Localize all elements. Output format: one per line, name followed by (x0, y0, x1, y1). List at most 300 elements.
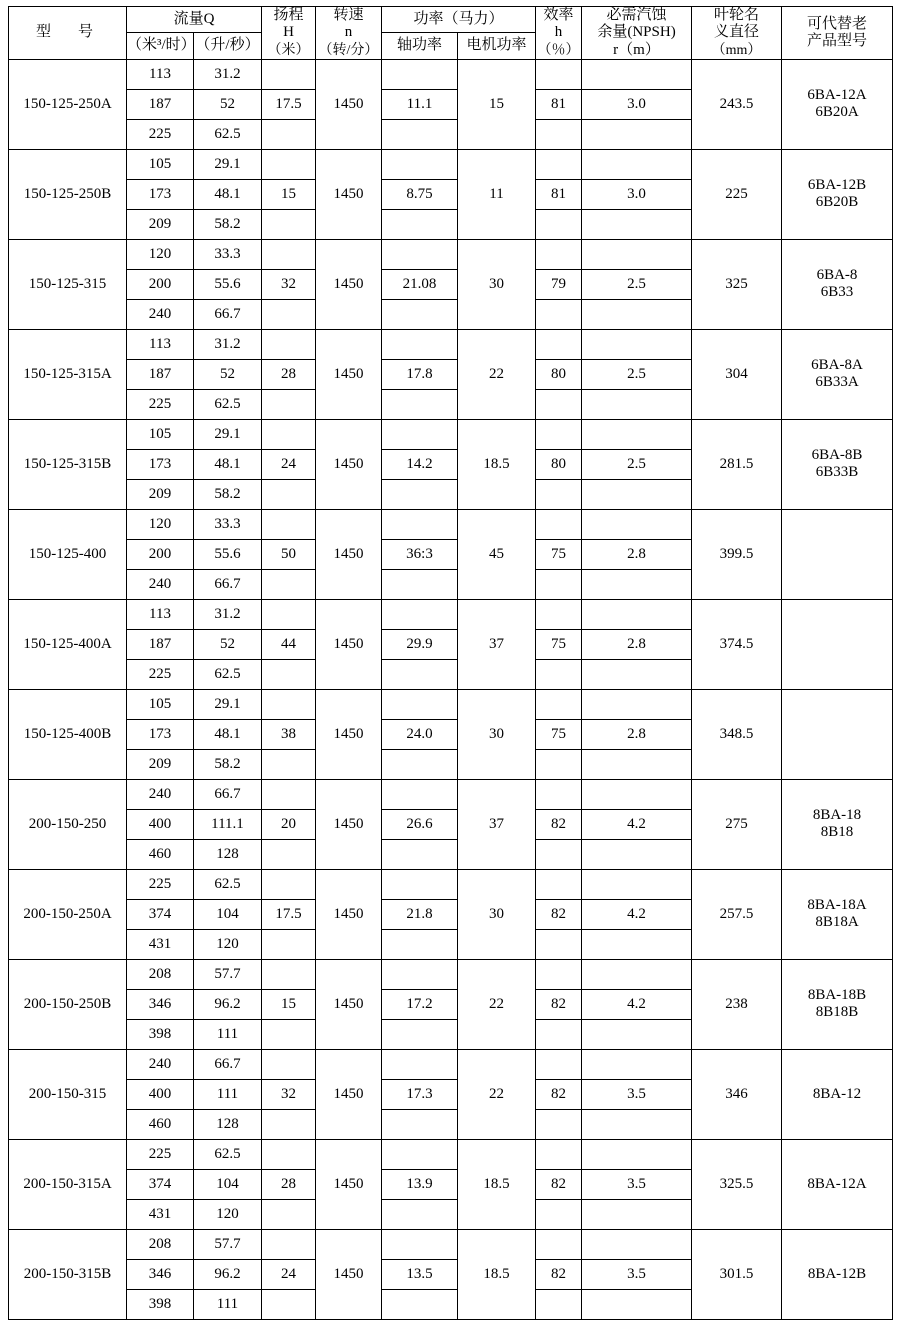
cell-efficiency-empty (536, 1019, 582, 1049)
cell-flow-m3h: 346 (127, 989, 194, 1019)
cell-efficiency-empty (536, 869, 582, 899)
cell-flow-m3h: 209 (127, 209, 194, 239)
table-row (9, 1229, 893, 1259)
cell-flow-ls: 58.2 (194, 479, 262, 509)
cell-npsh: 2.5 (582, 359, 692, 389)
cell-npsh-empty (582, 1019, 692, 1049)
cell-flow-ls: 48.1 (194, 449, 262, 479)
cell-head: 32 (262, 1079, 316, 1109)
cell-head-empty (262, 959, 316, 989)
cell-flow-ls: 57.7 (194, 1229, 262, 1259)
cell-shaft-power: 13.9 (382, 1169, 458, 1199)
cell-head-empty (262, 689, 316, 719)
cell-flow-m3h: 240 (127, 569, 194, 599)
cell-efficiency: 81 (536, 179, 582, 209)
cell-flow-ls: 120 (194, 929, 262, 959)
cell-efficiency: 82 (536, 899, 582, 929)
old-model-line-1: 6BA-8 (816, 267, 858, 283)
cell-shaft-power: 17.2 (382, 989, 458, 1019)
cell-impeller-diameter: 346 (692, 1049, 782, 1139)
header-power: 功率（马力） (382, 7, 536, 33)
cell-efficiency-empty (536, 59, 582, 89)
cell-old-model (782, 599, 893, 689)
old-model-line-2: 8B18A (815, 914, 859, 931)
cell-efficiency-empty (536, 1109, 582, 1139)
table-row (9, 959, 893, 989)
old-model-line-2: 6B33A (815, 374, 859, 391)
cell-flow-ls: 52 (194, 89, 262, 119)
cell-head-empty (262, 509, 316, 539)
cell-head-empty (262, 419, 316, 449)
table-row (9, 509, 893, 539)
cell-flow-m3h: 346 (127, 1259, 194, 1289)
cell-shaft-power-empty (382, 419, 458, 449)
cell-impeller-diameter: 325.5 (692, 1139, 782, 1229)
header-head (262, 7, 316, 60)
cell-flow-ls: 58.2 (194, 209, 262, 239)
old-model-line-2: 8B18B (815, 1004, 859, 1021)
cell-speed: 1450 (316, 509, 382, 599)
cell-impeller-diameter: 399.5 (692, 509, 782, 599)
cell-head-empty (262, 1289, 316, 1319)
cell-efficiency-empty (536, 119, 582, 149)
table-row (9, 869, 893, 899)
cell-old-model (782, 959, 893, 1049)
cell-shaft-power-empty (382, 299, 458, 329)
cell-speed: 1450 (316, 1139, 382, 1229)
cell-npsh: 3.0 (582, 179, 692, 209)
cell-shaft-power-empty (382, 239, 458, 269)
cell-flow-ls: 58.2 (194, 749, 262, 779)
cell-head: 44 (262, 629, 316, 659)
cell-old-model (782, 1229, 893, 1319)
cell-npsh-empty (582, 419, 692, 449)
cell-shaft-power: 21.08 (382, 269, 458, 299)
cell-shaft-power-empty (382, 1199, 458, 1229)
cell-head-empty (262, 119, 316, 149)
header-speed (316, 7, 382, 60)
cell-shaft-power: 24.0 (382, 719, 458, 749)
old-model-line-1: 8BA-18 (812, 807, 862, 823)
cell-flow-m3h: 105 (127, 149, 194, 179)
cell-shaft-power: 26.6 (382, 809, 458, 839)
cell-flow-ls: 29.1 (194, 149, 262, 179)
old-model-line-1: 8BA-18B (807, 987, 867, 1003)
cell-motor-power: 18.5 (458, 1139, 536, 1229)
header-efficiency-line3: （％） (537, 42, 580, 58)
cell-impeller-diameter: 281.5 (692, 419, 782, 509)
cell-motor-power: 37 (458, 779, 536, 869)
cell-npsh-empty (582, 1289, 692, 1319)
cell-shaft-power: 21.8 (382, 899, 458, 929)
cell-shaft-power: 17.3 (382, 1079, 458, 1109)
header-speed-line2: n (344, 24, 353, 41)
cell-flow-ls: 96.2 (194, 989, 262, 1019)
cell-flow-ls: 62.5 (194, 869, 262, 899)
cell-flow-m3h: 209 (127, 749, 194, 779)
cell-efficiency-empty (536, 839, 582, 869)
cell-model: 200-150-315B (9, 1229, 127, 1319)
cell-flow-ls: 52 (194, 629, 262, 659)
cell-head-empty (262, 659, 316, 689)
cell-head-empty (262, 149, 316, 179)
cell-flow-ls: 111 (194, 1019, 262, 1049)
cell-efficiency-empty (536, 209, 582, 239)
cell-npsh-empty (582, 599, 692, 629)
cell-shaft-power: 36:3 (382, 539, 458, 569)
cell-flow-ls: 104 (194, 1169, 262, 1199)
cell-impeller-diameter: 225 (692, 149, 782, 239)
cell-flow-m3h: 398 (127, 1289, 194, 1319)
cell-npsh-empty (582, 479, 692, 509)
cell-head: 38 (262, 719, 316, 749)
cell-head-empty (262, 839, 316, 869)
cell-flow-ls: 48.1 (194, 179, 262, 209)
cell-motor-power: 18.5 (458, 419, 536, 509)
cell-shaft-power: 29.9 (382, 629, 458, 659)
cell-head-empty (262, 929, 316, 959)
cell-shaft-power-empty (382, 659, 458, 689)
cell-motor-power: 15 (458, 59, 536, 149)
cell-head: 28 (262, 1169, 316, 1199)
cell-efficiency-empty (536, 659, 582, 689)
cell-shaft-power-empty (382, 1289, 458, 1319)
cell-shaft-power-empty (382, 599, 458, 629)
cell-head-empty (262, 239, 316, 269)
cell-npsh-empty (582, 959, 692, 989)
cell-shaft-power-empty (382, 749, 458, 779)
cell-efficiency: 82 (536, 989, 582, 1019)
cell-flow-m3h: 209 (127, 479, 194, 509)
old-model-line-1: 6BA-12A (807, 87, 867, 103)
cell-shaft-power-empty (382, 1139, 458, 1169)
cell-head-empty (262, 299, 316, 329)
old-model-line-2: 8B18 (820, 824, 854, 841)
cell-shaft-power-empty (382, 209, 458, 239)
table-row (9, 329, 893, 359)
cell-efficiency: 82 (536, 1259, 582, 1289)
cell-head-empty (262, 209, 316, 239)
cell-shaft-power-empty (382, 1229, 458, 1259)
old-model-line-2: 6B20B (815, 194, 859, 211)
cell-npsh-empty (582, 1199, 692, 1229)
cell-npsh-empty (582, 659, 692, 689)
cell-flow-m3h: 105 (127, 419, 194, 449)
cell-shaft-power-empty (382, 779, 458, 809)
cell-npsh-empty (582, 1049, 692, 1079)
cell-speed: 1450 (316, 779, 382, 869)
cell-npsh: 3.5 (582, 1259, 692, 1289)
cell-flow-m3h: 225 (127, 389, 194, 419)
cell-motor-power: 22 (458, 959, 536, 1049)
old-model-line-2: 6B33 (820, 284, 854, 301)
cell-flow-m3h: 460 (127, 839, 194, 869)
cell-flow-m3h: 173 (127, 719, 194, 749)
cell-efficiency-empty (536, 959, 582, 989)
cell-head: 15 (262, 179, 316, 209)
cell-flow-m3h: 225 (127, 1139, 194, 1169)
cell-old-model (782, 1049, 893, 1139)
cell-npsh: 2.5 (582, 269, 692, 299)
old-model-line-1: 8BA-12A (807, 1175, 867, 1192)
header-efficiency-line1: 效率 (543, 7, 574, 23)
cell-efficiency: 81 (536, 89, 582, 119)
cell-npsh-empty (582, 929, 692, 959)
cell-motor-power: 37 (458, 599, 536, 689)
old-model-line-1: 8BA-18A (807, 897, 867, 913)
cell-npsh-empty (582, 839, 692, 869)
cell-npsh: 4.2 (582, 809, 692, 839)
cell-shaft-power-empty (382, 1109, 458, 1139)
header-speed-line1: 转速 (333, 7, 364, 23)
cell-flow-ls: 66.7 (194, 299, 262, 329)
cell-shaft-power: 13.5 (382, 1259, 458, 1289)
cell-efficiency-empty (536, 1199, 582, 1229)
header-head-line1: 扬程 (273, 7, 304, 23)
header-npsh-line3: r（m） (613, 41, 660, 58)
cell-head: 15 (262, 989, 316, 1019)
cell-flow-ls: 62.5 (194, 389, 262, 419)
cell-npsh-empty (582, 509, 692, 539)
cell-efficiency-empty (536, 1229, 582, 1259)
cell-head-empty (262, 1049, 316, 1079)
cell-head-empty (262, 1019, 316, 1049)
cell-head-empty (262, 1139, 316, 1169)
cell-old-model (782, 509, 893, 599)
cell-efficiency-empty (536, 749, 582, 779)
cell-old-model (782, 1139, 893, 1229)
cell-flow-m3h: 113 (127, 599, 194, 629)
cell-npsh-empty (582, 209, 692, 239)
header-npsh (582, 7, 692, 60)
table-row (9, 779, 893, 809)
cell-npsh: 3.5 (582, 1169, 692, 1199)
cell-impeller-diameter: 304 (692, 329, 782, 419)
cell-old-model (782, 869, 893, 959)
cell-shaft-power: 17.8 (382, 359, 458, 389)
cell-flow-m3h: 240 (127, 299, 194, 329)
cell-head: 20 (262, 809, 316, 839)
cell-model: 150-125-400 (9, 509, 127, 599)
cell-efficiency: 80 (536, 359, 582, 389)
cell-head-empty (262, 389, 316, 419)
cell-flow-ls: 31.2 (194, 59, 262, 89)
old-model-line-1: 6BA-8B (811, 447, 863, 463)
cell-speed: 1450 (316, 59, 382, 149)
cell-motor-power: 18.5 (458, 1229, 536, 1319)
cell-flow-ls: 62.5 (194, 1139, 262, 1169)
cell-old-model (782, 779, 893, 869)
cell-flow-ls: 120 (194, 1199, 262, 1229)
cell-flow-m3h: 240 (127, 1049, 194, 1079)
cell-shaft-power-empty (382, 959, 458, 989)
cell-shaft-power-empty (382, 59, 458, 89)
cell-npsh: 2.5 (582, 449, 692, 479)
cell-efficiency-empty (536, 689, 582, 719)
cell-efficiency: 82 (536, 809, 582, 839)
cell-flow-m3h: 187 (127, 629, 194, 659)
cell-shaft-power-empty (382, 1049, 458, 1079)
cell-flow-m3h: 120 (127, 509, 194, 539)
cell-shaft-power-empty (382, 689, 458, 719)
cell-model: 200-150-250B (9, 959, 127, 1049)
header-flow-unit-ls: （升/秒） (194, 33, 262, 59)
cell-speed: 1450 (316, 239, 382, 329)
cell-npsh-empty (582, 749, 692, 779)
cell-flow-m3h: 460 (127, 1109, 194, 1139)
cell-flow-ls: 128 (194, 839, 262, 869)
cell-old-model (782, 689, 893, 779)
old-model-line-1: 8BA-12B (807, 1265, 867, 1282)
cell-flow-m3h: 225 (127, 659, 194, 689)
cell-npsh-empty (582, 299, 692, 329)
cell-head-empty (262, 59, 316, 89)
cell-head: 17.5 (262, 89, 316, 119)
cell-shaft-power-empty (382, 479, 458, 509)
cell-flow-ls: 62.5 (194, 659, 262, 689)
cell-efficiency: 82 (536, 1169, 582, 1199)
header-head-line2: H (283, 24, 294, 41)
cell-flow-m3h: 187 (127, 89, 194, 119)
cell-npsh-empty (582, 1139, 692, 1169)
cell-flow-ls: 111 (194, 1289, 262, 1319)
cell-model: 150-125-250A (9, 59, 127, 149)
cell-efficiency-empty (536, 509, 582, 539)
cell-flow-ls: 52 (194, 359, 262, 389)
cell-model: 150-125-250B (9, 149, 127, 239)
cell-efficiency-empty (536, 329, 582, 359)
cell-head-empty (262, 1229, 316, 1259)
header-efficiency (536, 7, 582, 60)
old-model-line-1: 6BA-12B (807, 177, 867, 193)
cell-efficiency-empty (536, 239, 582, 269)
header-npsh-line1: 必需汽蚀 (606, 7, 667, 23)
cell-flow-m3h: 225 (127, 119, 194, 149)
cell-speed: 1450 (316, 149, 382, 239)
cell-efficiency-empty (536, 1049, 582, 1079)
cell-flow-m3h: 208 (127, 959, 194, 989)
cell-efficiency-empty (536, 569, 582, 599)
cell-flow-m3h: 173 (127, 449, 194, 479)
table-row (9, 599, 893, 629)
cell-flow-m3h: 400 (127, 809, 194, 839)
header-model: 型 号 (9, 7, 127, 60)
cell-impeller-diameter: 348.5 (692, 689, 782, 779)
cell-speed: 1450 (316, 689, 382, 779)
cell-shaft-power-empty (382, 1019, 458, 1049)
cell-motor-power: 30 (458, 689, 536, 779)
header-impeller-line2: 义直径 (714, 24, 760, 41)
cell-flow-m3h: 105 (127, 689, 194, 719)
cell-impeller-diameter: 275 (692, 779, 782, 869)
header-impeller-diameter (692, 7, 782, 60)
header-efficiency-line2: h (554, 24, 563, 41)
cell-head: 24 (262, 449, 316, 479)
cell-flow-ls: 96.2 (194, 1259, 262, 1289)
cell-flow-ls: 29.1 (194, 689, 262, 719)
cell-flow-ls: 29.1 (194, 419, 262, 449)
table-row (9, 59, 893, 89)
cell-efficiency: 79 (536, 269, 582, 299)
cell-flow-m3h: 374 (127, 899, 194, 929)
cell-old-model (782, 239, 893, 329)
cell-motor-power: 30 (458, 869, 536, 959)
cell-flow-m3h: 374 (127, 1169, 194, 1199)
cell-model: 150-125-315B (9, 419, 127, 509)
table-row (9, 239, 893, 269)
header-motor-power: 电机功率 (458, 33, 536, 59)
cell-npsh: 2.8 (582, 539, 692, 569)
cell-npsh: 3.5 (582, 1079, 692, 1109)
cell-head-empty (262, 1109, 316, 1139)
cell-motor-power: 22 (458, 1049, 536, 1139)
cell-flow-m3h: 113 (127, 329, 194, 359)
cell-npsh-empty (582, 149, 692, 179)
cell-old-model (782, 329, 893, 419)
cell-speed: 1450 (316, 959, 382, 1049)
table-row (9, 689, 893, 719)
cell-flow-m3h: 113 (127, 59, 194, 89)
cell-efficiency: 75 (536, 629, 582, 659)
cell-shaft-power: 11.1 (382, 89, 458, 119)
cell-npsh-empty (582, 869, 692, 899)
cell-flow-ls: 31.2 (194, 329, 262, 359)
header-old-model (782, 7, 893, 60)
cell-npsh: 2.8 (582, 629, 692, 659)
cell-efficiency: 80 (536, 449, 582, 479)
cell-flow-ls: 62.5 (194, 119, 262, 149)
cell-npsh-empty (582, 1109, 692, 1139)
cell-shaft-power-empty (382, 839, 458, 869)
cell-model: 150-125-315A (9, 329, 127, 419)
cell-head-empty (262, 1199, 316, 1229)
cell-flow-m3h: 400 (127, 1079, 194, 1109)
cell-flow-ls: 104 (194, 899, 262, 929)
cell-shaft-power: 8.75 (382, 179, 458, 209)
cell-head-empty (262, 599, 316, 629)
cell-head-empty (262, 779, 316, 809)
cell-efficiency-empty (536, 479, 582, 509)
cell-shaft-power-empty (382, 389, 458, 419)
cell-impeller-diameter: 238 (692, 959, 782, 1049)
cell-npsh-empty (582, 689, 692, 719)
cell-npsh-empty (582, 389, 692, 419)
cell-speed: 1450 (316, 1229, 382, 1319)
table-row (9, 1049, 893, 1079)
cell-efficiency: 75 (536, 719, 582, 749)
header-impeller-line1: 叶轮名 (714, 7, 760, 23)
cell-motor-power: 22 (458, 329, 536, 419)
cell-efficiency: 82 (536, 1079, 582, 1109)
cell-head-empty (262, 329, 316, 359)
table-body (9, 59, 893, 1319)
cell-speed: 1450 (316, 599, 382, 689)
header-head-line3: （米） (267, 42, 310, 58)
cell-speed: 1450 (316, 1049, 382, 1139)
cell-efficiency-empty (536, 1289, 582, 1319)
cell-flow-m3h: 208 (127, 1229, 194, 1259)
cell-npsh: 3.0 (582, 89, 692, 119)
cell-head: 28 (262, 359, 316, 389)
cell-model: 200-150-250A (9, 869, 127, 959)
cell-head: 24 (262, 1259, 316, 1289)
cell-flow-ls: 48.1 (194, 719, 262, 749)
cell-head-empty (262, 569, 316, 599)
cell-efficiency-empty (536, 779, 582, 809)
cell-npsh-empty (582, 329, 692, 359)
old-model-line-1: 8BA-12 (812, 1085, 862, 1102)
cell-flow-ls: 111 (194, 1079, 262, 1109)
